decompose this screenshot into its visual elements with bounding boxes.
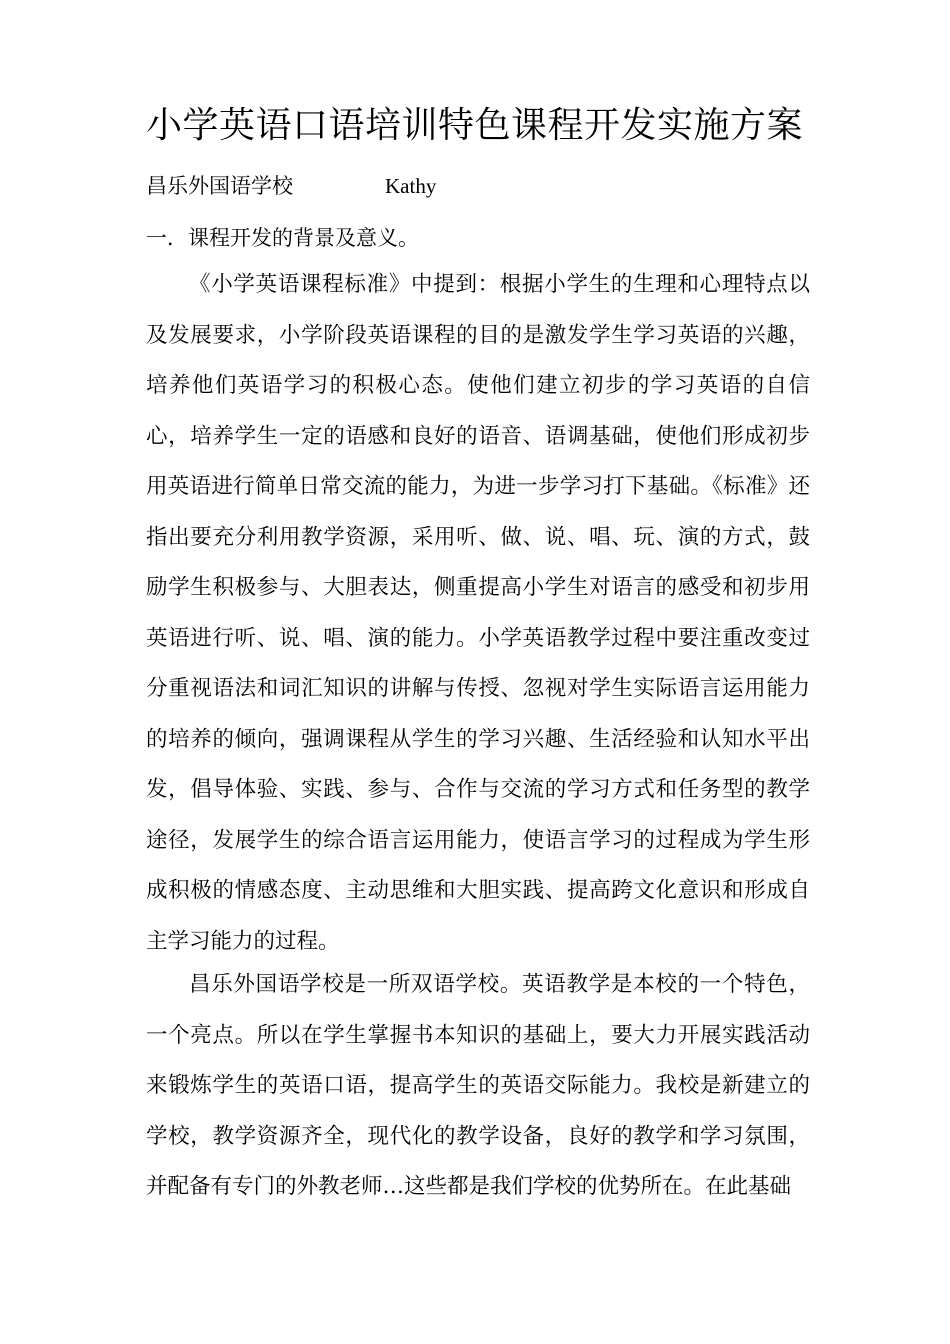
byline [146,170,436,202]
paragraph-2: 昌乐外国语学校是一所双语学校。英语教学是本校的一个特色，一个亮点。所以在学生掌握书本知识的基础上，要大力开展实践活动来锻炼学生的英语口语，提高学生的英语交际能力。我校是新建立的学校，教学资源齐全，现代化的教学设备，良好的教学和学习氛围，并配备有专门的外教老师…这些都是我们学校的优势所在。在此基础 [146,972,810,1199]
paragraph-1: 《小学英语课程标准》中提到：根据小学生的生理和心理特点以及发展要求，小学阶段英语课程的目的是激发学生学习英语的兴趣，培养他们英语学习的积极心态。使他们建立初步的学习英语的自信心，培养学生一定的语感和良好的语音、语调基础，使他们形成初步用英语进行简单日常交流的能力，为进一步学习打下基础。《标准》还指出要充分利用教学资源，采用听、做、说、唱、玩、演的方式，鼓励学生积极参与、大胆表达，侧重提高小学生对语言的感受和初步用英语进行听、说、唱、演的能力。小学英语教学过程中要注重改变过分重视语法和词汇知识的讲解与传授、忽视对学生实际语言运用能力的培养的倾向，强调课程从学生的学习兴趣、生活经验和认知水平出发，倡导体验、实践、参与、合作与交流的学习方式和任务型的教学途径，发展学生的综合语言运用能力，使语言学习的过程成为学生形成积极的情感态度、主动思维和大胆实践、提高跨文化意识和形成自主学习能力的过程。 [146,272,810,954]
author-name: Kathy [385,174,437,198]
document-title: 小学英语口语培训特色课程开发实施方案 [146,105,804,146]
school-name: 昌乐外国语学校 [146,174,293,198]
page-bottom-margin [0,1260,950,1344]
section-heading: 一．课程开发的背景及意义。 [146,226,419,250]
